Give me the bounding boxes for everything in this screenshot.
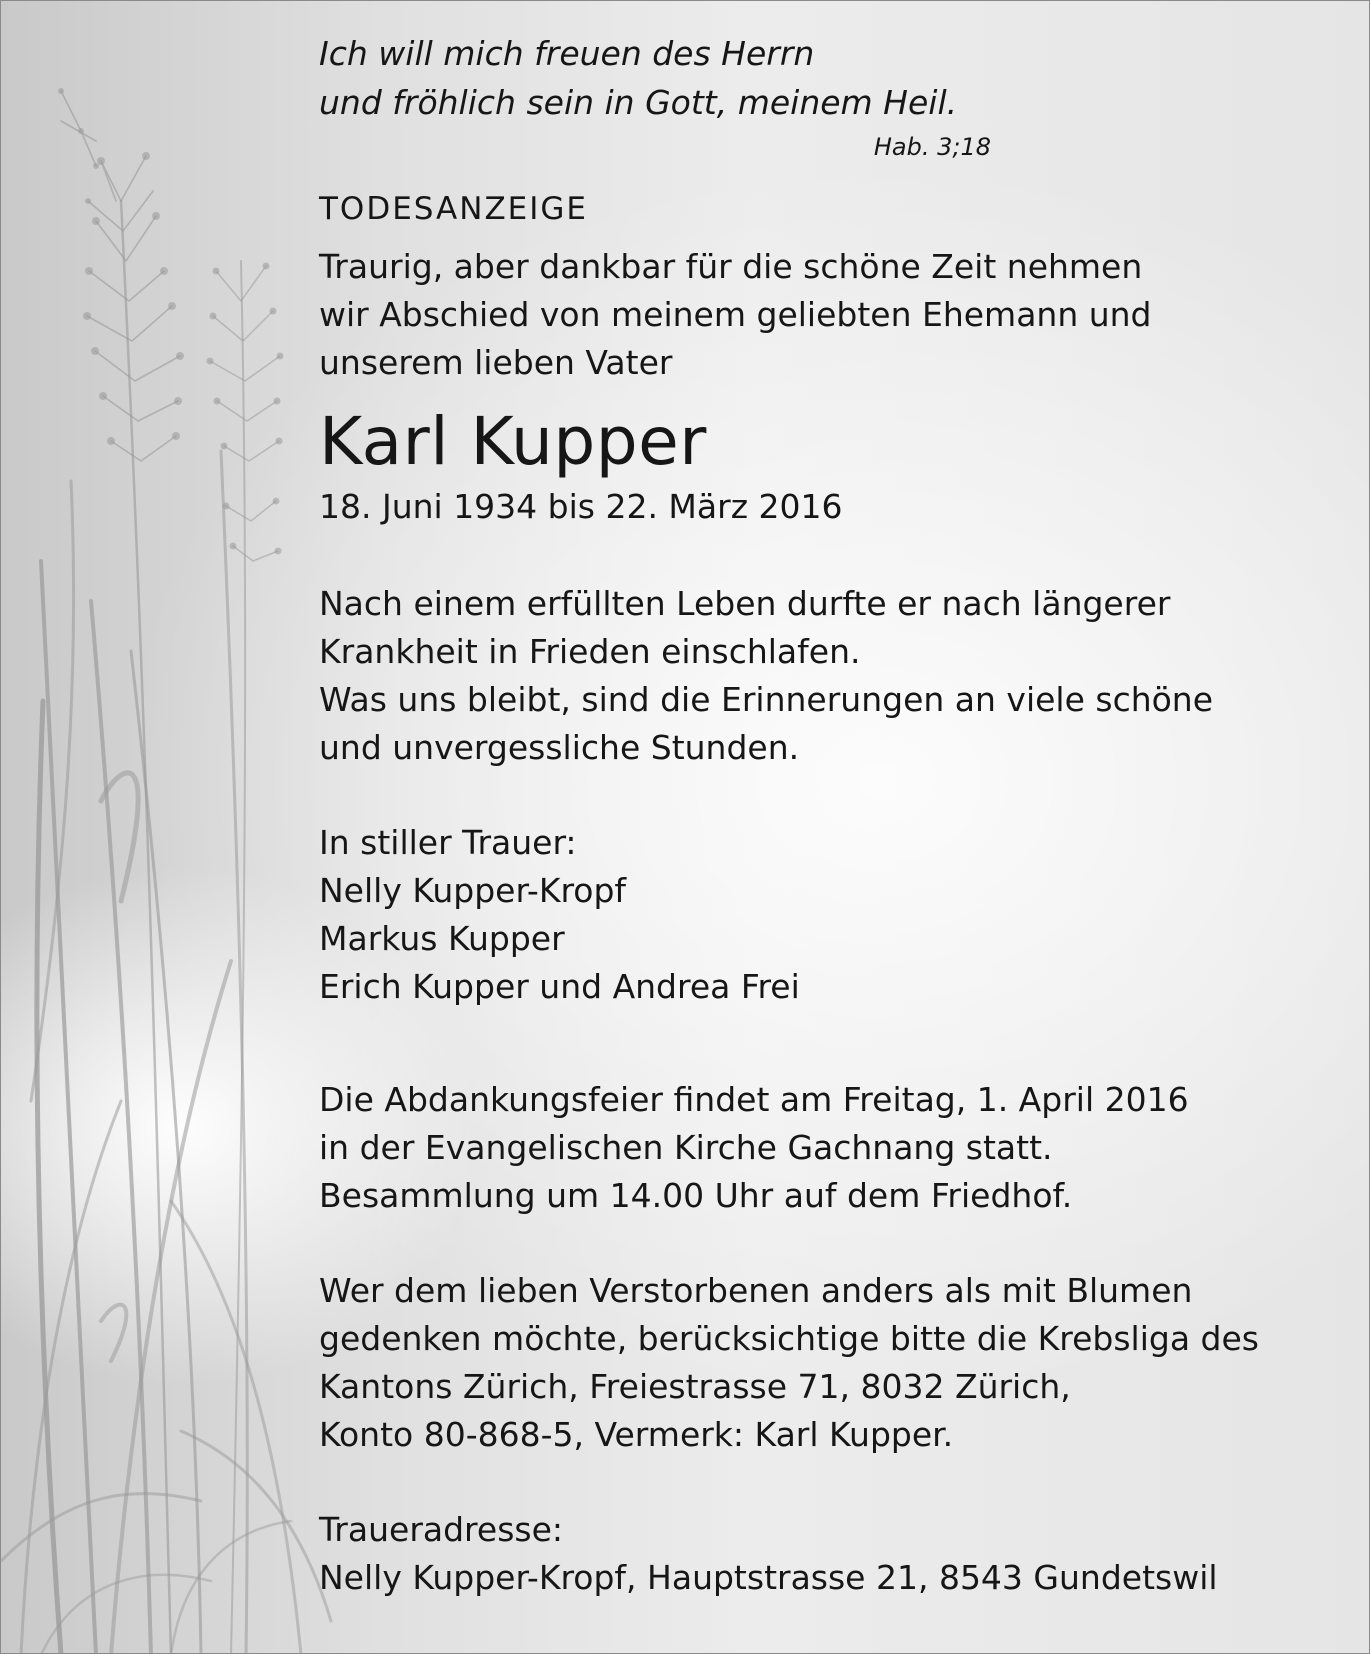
mourners-label: In stiller Trauer:	[319, 823, 577, 862]
life-line: und unvergessliche Stunden.	[319, 728, 800, 767]
ceremony-line: Besammlung um 14.00 Uhr auf dem Friedhof.	[319, 1176, 1073, 1215]
address-label: Traueradresse:	[319, 1510, 564, 1549]
intro-line: wir Abschied von meinem geliebten Ehemann und	[319, 295, 1152, 334]
mourning-address: Nelly Kupper-Kropf, Hauptstrasse 21, 8543 Gundetswil	[319, 1558, 1218, 1597]
notice-text	[319, 29, 1339, 1602]
donation-line: Kantons Zürich, Freiestrasse 71, 8032 Zürich,	[319, 1367, 1071, 1406]
life-dates: 18. Juni 1934 bis 22. März 2016	[319, 487, 843, 526]
mourners-block	[319, 819, 1339, 1011]
verse-reference: Hab. 3;18	[873, 133, 991, 161]
life-line: Krankheit in Frieden einschlafen.	[319, 632, 861, 671]
intro-line: Traurig, aber dankbar für die schöne Zeit nehmen	[319, 247, 1143, 286]
ceremony-line: in der Evangelischen Kirche Gachnang statt.	[319, 1128, 1053, 1167]
life-paragraph	[319, 580, 1339, 772]
mourner-name: Erich Kupper und Andrea Frei	[319, 967, 800, 1006]
ceremony-line: Die Abdankungsfeier findet am Freitag, 1. April 2016	[319, 1080, 1189, 1119]
intro-paragraph	[319, 243, 1339, 387]
notice-heading: TODESANZEIGE	[319, 191, 589, 227]
life-line: Was uns bleibt, sind die Erinnerungen an viele schöne	[319, 680, 1214, 719]
verse-line-2: und fröhlich sein in Gott, meinem Heil.	[319, 83, 958, 122]
donation-paragraph	[319, 1267, 1339, 1459]
donation-line: Konto 80-868-5, Vermerk: Karl Kupper.	[319, 1415, 954, 1454]
address-block	[319, 1506, 1339, 1602]
donation-line: Wer dem lieben Verstorbenen anders als mit Blumen	[319, 1271, 1193, 1310]
mourner-name: Nelly Kupper-Kropf	[319, 871, 627, 910]
bible-verse	[319, 29, 1339, 127]
life-line: Nach einem erfüllten Leben durfte er nach längerer	[319, 584, 1171, 623]
ceremony-paragraph	[319, 1076, 1339, 1220]
verse-line-1: Ich will mich freuen des Herrn	[319, 34, 815, 73]
donation-line: gedenken möchte, berücksichtige bitte die Krebsliga des	[319, 1319, 1259, 1358]
mourner-name: Markus Kupper	[319, 919, 565, 958]
deceased-name: Karl Kupper	[319, 403, 707, 480]
intro-line: unserem lieben Vater	[319, 343, 673, 382]
